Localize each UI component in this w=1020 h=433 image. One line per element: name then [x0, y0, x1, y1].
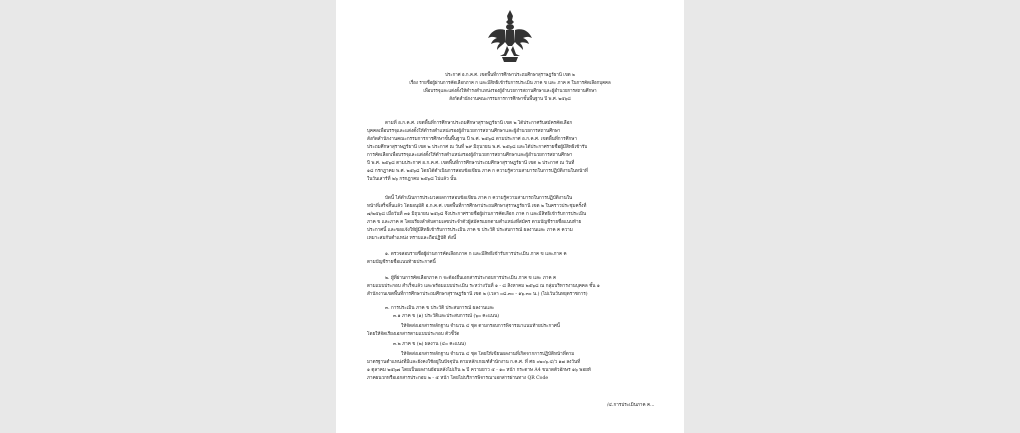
- body-line: ในวันเสาร์ที่ ๒๖ กรกฎาคม ๒๕๖๘ ไปแล้ว นั้น: [367, 177, 457, 182]
- header-line: เรื่อง รายชื่อผู้ผ่านการคัดเลือกภาค ก และมีสิทธิเข้ารับการประเมิน ภาค ข และ ภาค ค ในการคัดเลือกบุคคล: [409, 81, 611, 86]
- body-line: ปี พ.ศ. ๒๕๖๘ ตามประกาศ อ.ก.ค.ศ. เขตพื้นที่การศึกษาประถมศึกษาสุราษฎร์ธานี เขต ๒ ประกาศ ณ วันที่: [367, 161, 575, 166]
- body-line: บุคคลเพื่อบรรจุและแต่งตั้งให้ดำรงตำแหน่งรองผู้อำนวยการสถานศึกษาและผู้อำนวยการสถานศึกษา: [367, 129, 561, 134]
- body-line: ประถมศึกษาสุราษฎร์ธานี เขต ๒ ประกาศ ณ วันที่ ๒๙ มิถุนายน พ.ศ. ๒๕๖๘ และได้ประกาศรายชื่อผู้มีสิทธิเข้ารับ: [367, 145, 588, 150]
- header-line: ประกาศ อ.ก.ค.ศ. เขตพื้นที่การศึกษาประถมศึกษาสุราษฎร์ธานี เขต ๒: [445, 73, 575, 78]
- body-line: ๑. ตรวจสอบรายชื่อผู้ผ่านการคัดเลือกภาค ก และมีสิทธิเข้ารับการประเมิน ภาค ข และภาค ค: [385, 252, 567, 257]
- body-line: ตามบัญชีรายชื่อแนบท้ายประกาศนี้: [367, 260, 436, 265]
- body-line: เหมาะสมกับตำแหน่ง ทราบและถือปฏิบัติ ดังนี้: [367, 236, 457, 241]
- body-line: ให้จัดส่งเอกสารหลักฐาน จำนวน ๔ ชุด ตามกรอบการพิจารณาแนบท้ายประกาศนี้: [401, 324, 560, 329]
- body-line: ตามแบบประกอบ สำเร็จแล้ว และพร้อมแบบประเมิน ระหว่างวันที่ ๑ - ๘ สิงหาคม ๒๕๖๘ ณ กลุ่มบริหารงานบุคคล ชั้น ๑: [367, 284, 600, 289]
- body-line: โดยให้จัดเรียงเอกสารตามแบบประกอบ ตัวชี้วัด: [367, 332, 460, 337]
- body-line: มาตรฐานตำแหน่งที่มีและยังคงใช้อยู่ในปัจจุบัน ตามหลักเกณฑ์สำนักงาน ก.ค.ศ. ที่ ศธ ๐๒๐๖.๔/ว ๑๗ ลงวันที่: [367, 360, 581, 365]
- body-line: สำนักงานเขตพื้นที่การศึกษาประถมศึกษาสุราษฎร์ธานี เขต ๒ (เวลา ๐๘.๓๐ - ๑๖.๓๐ น.) (ไม่เว้นวันหยุดราชการ): [367, 292, 588, 297]
- body-line: ๑ ตุลาคม ๒๕๖๗ โดยเป็นผลงานย้อนหลังไม่เกิน ๒ ปี ความยาว ๕ - ๑๐ หน้า กระดาษ A4 ขนาดตัวอักษร ๑๖ พอยท์: [367, 368, 591, 373]
- body-line: ๗/๒๕๖๘ เมื่อวันที่ ๓๑ มิถุนายน ๒๕๖๘ จึงประกาศรายชื่อผู้ผ่านการคัดเลือก ภาค ก และมีสิทธิเข้ารับการประเมิน: [367, 212, 587, 217]
- body-line: ๓.๑ ภาค ข (๑) ประวัติและประสบการณ์ (๖๐ คะแนน): [393, 314, 500, 319]
- body-line: ๒. ผู้ที่ผ่านการคัดเลือกภาค ก จะต้องยื่นเอกสารประกอบการประเมิน ภาค ข และ ภาค ค: [385, 276, 557, 281]
- body-line: ๓.๒ ภาค ข (๒) ผลงาน (๔๐ คะแนน): [393, 342, 466, 347]
- body-line: ภาค ข และภาค ค โดยเรียงลำดับตามเลขประจำตัวผู้สมัครแยกตามตำแหน่งที่สมัคร ตามบัญชีรายชื่อแนบท้าย: [367, 220, 582, 225]
- body-line: ๓. การประเมิน ภาค ข ประวัติ ประสบการณ์ ผลงานและ: [385, 306, 495, 311]
- header-line: เพื่อบรรจุและแต่งตั้งให้ดำรงตำแหน่งรองผู้อำนวยการสถานศึกษาและผู้อำนวยการสถานศึกษา: [423, 89, 597, 94]
- header-line: สังกัดสำนักงานคณะกรรมการการศึกษาขั้นพื้นฐาน ปี พ.ศ. ๒๕๖๘: [449, 97, 571, 102]
- body-line: ประกาศนี้ และขอแจ้งให้ผู้มีสิทธิเข้ารับการประเมิน ภาค ข ประวัติ ประสบการณ์ ผลงานและ ภาค ค ความ: [367, 228, 573, 233]
- body-line: ๑๘ กรกฎาคม พ.ศ. ๒๕๖๘ โดยได้ดำเนินการสอบข้อเขียน ภาค ก ความรู้ความสามารถในการปฏิบัติงานในหน้าที่: [367, 169, 588, 174]
- document-page: [336, 0, 684, 433]
- body-line: หน้าที่เสร็จสิ้นแล้ว โดยอนุมัติ อ.ก.ค.ศ. เขตพื้นที่การศึกษาประถมศึกษาสุราษฎร์ธานี เขต ๒ ในคราวประชุมครั้งที่: [367, 204, 587, 209]
- body-line: สังกัดสำนักงานคณะกรรมการการศึกษาขั้นพื้นฐาน ปี พ.ศ. ๒๕๖๘ ตามประกาศ อ.ก.ค.ศ. เขตพื้นที่การศึกษา: [367, 137, 577, 142]
- page-continuation: /๔.การประเมินภาค ค...: [607, 403, 655, 408]
- body-line: ให้จัดส่งเอกสารหลักฐาน จำนวน ๔ ชุด โดยให้เขียนผลงานที่เกิดจากการปฏิบัติหน้าที่ตาม: [401, 352, 575, 357]
- body-line: บัดนี้ ได้ดำเนินการประมวลผลการสอบข้อเขียน ภาค ก ความรู้ความสามารถในการปฏิบัติงานใน: [385, 196, 573, 201]
- body-line: ภาคผนวกหรือเอกสารประกอบ ๒ - ๕ หน้า โดยไม่บริการพิจารณาเอกสารผ่านทาง QR Code: [367, 376, 549, 381]
- body-line: ตามที่ อ.ก.ค.ศ. เขตพื้นที่การศึกษาประถมศึกษาสุราษฎร์ธานี เขต ๒ ได้ประกาศรับสมัครคัดเลือก: [385, 121, 573, 126]
- garuda-emblem-icon: [486, 8, 534, 64]
- body-line: การคัดเลือกเพื่อบรรจุและแต่งตั้งให้ดำรงตำแหน่งรองผู้อำนวยการสถานศึกษาและผู้อำนวยการสถานศึกษา: [367, 153, 573, 158]
